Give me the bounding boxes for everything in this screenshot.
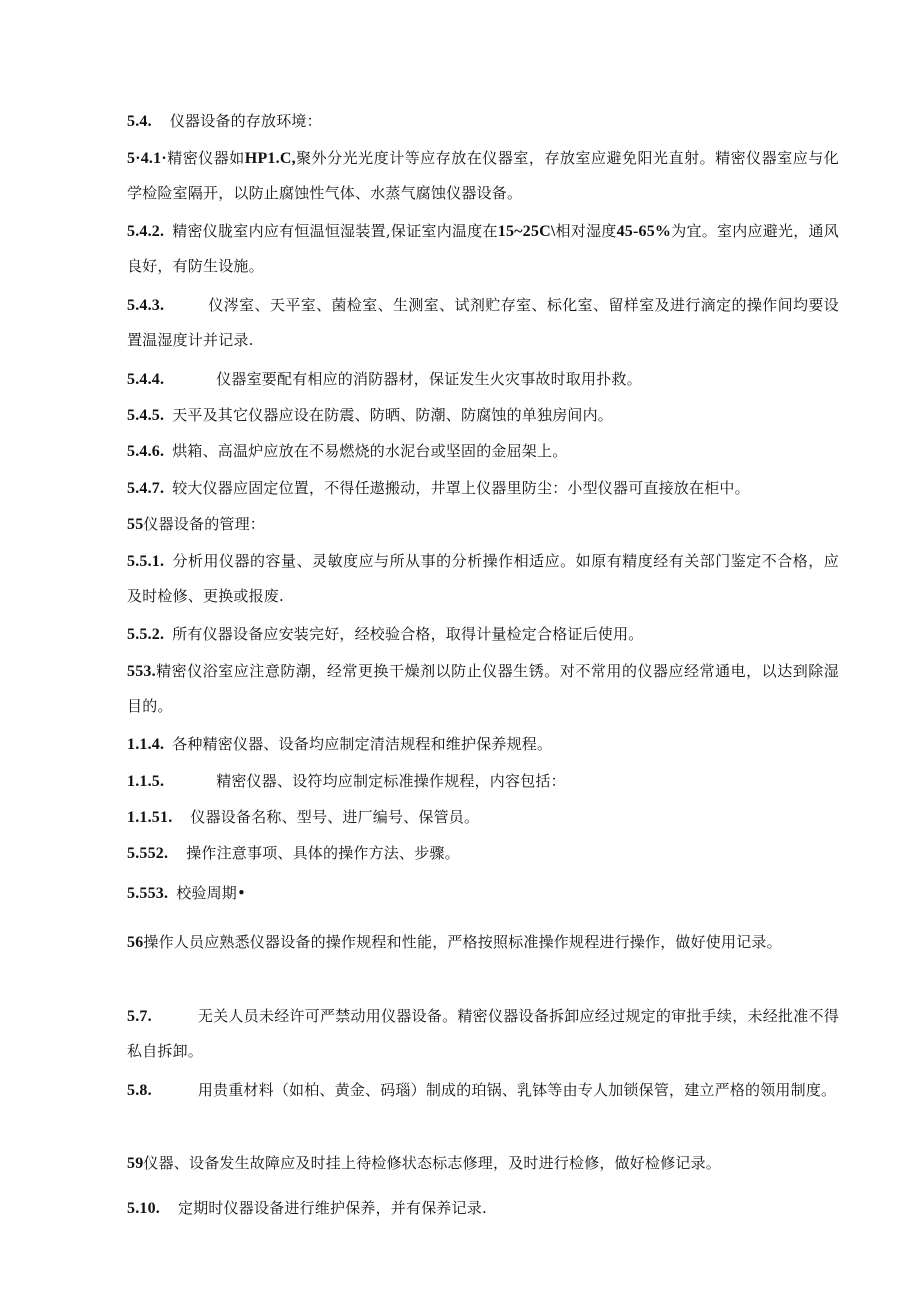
section-number: 1.1.4.: [127, 736, 165, 753]
section-number: 5.5.2.: [127, 626, 165, 643]
section-number: 55: [127, 516, 144, 533]
paragraph-5-5-5-3: [127, 876, 839, 911]
section-number: 5.10.: [127, 1200, 160, 1217]
section-number: 5.5.1.: [127, 553, 165, 570]
section-number: 56: [127, 934, 144, 951]
paragraph-text: 所有仪器设备应安装完好，经校验合格，取得计量检定合格证后使用。: [172, 625, 644, 643]
paragraph-text: 为宜。室内应避光，通风良好，有防生设施。: [127, 222, 840, 275]
section-number: 5.4.7.: [127, 480, 165, 497]
paragraph-text: 操作人员应熟悉仪器设备的操作规程和性能，严格按照标准操作规程进行操作，做好使用记录。: [143, 933, 782, 951]
paragraph-text: 仪器设备的存放环境：: [169, 112, 322, 130]
paragraph-5-7: [127, 999, 839, 1069]
paragraph-5-4-5: [127, 398, 839, 433]
paragraph-text: 操作注意事项、具体的操作方法、步骤。: [186, 844, 460, 862]
paragraph-text: 无关人员未经许可严禁动用仪器设备。精密仪器设备拆卸应经过规定的审批手续，未经批准不得私自拆卸。: [127, 1007, 839, 1060]
section-number: 5.7.: [127, 1008, 152, 1025]
paragraph-text: 各种精密仪器、设备均应制定清洁规程和维护保养规程。: [172, 735, 553, 753]
section-number: 5.8.: [127, 1082, 152, 1099]
section-number: 5.553.: [127, 885, 169, 902]
bold-term: HP1.C,: [244, 150, 296, 167]
paragraph-5-4-1: [127, 141, 839, 211]
paragraph-text: 精密仪器、设符均应制定标准操作规程，内容包括：: [216, 772, 566, 790]
paragraph-5-5-5-2: [127, 836, 839, 871]
paragraph-5-5-2: [127, 617, 839, 652]
bold-term: 45-65%: [616, 223, 672, 240]
paragraph-text: 天平及其它仪器应设在防震、防晒、防潮、防腐蚀的单独房间内。: [172, 406, 614, 424]
paragraph-text: 仪器、设备发生故障应及时挂上待检修状态标志修理，及时进行检修，做好检修记录。: [143, 1154, 722, 1172]
paragraph-5-4: [127, 104, 839, 139]
paragraph-5-9: [127, 1146, 839, 1181]
section-number: 5.4.6.: [127, 443, 165, 460]
paragraph-5-5-3: [127, 654, 839, 724]
paragraph-text: 精密仪胧室内应有恒温恒湿装置,保证室内温度在: [172, 222, 498, 240]
paragraph-text: 相对湿度: [555, 222, 617, 240]
paragraph-1-1-5: [127, 764, 839, 799]
bold-term: 15~25C\: [497, 223, 556, 240]
paragraph-1-1-5-1: [127, 800, 839, 835]
paragraph-text: 较大仪器应固定位置，不得任遨搬动，井罩上仪器里防尘：小型仪器可直接放在柜中。: [172, 479, 750, 497]
section-number: 5.4.5.: [127, 407, 165, 424]
paragraph-text: 分析用仪器的容量、灵敏度应与所从事的分析操作相适应。如原有精度经有关部门鉴定不合格，应及时检修、更换或报废.: [127, 552, 839, 605]
paragraph-text: 定期时仪器设备进行维护保养，并有保养记录.: [178, 1199, 487, 1217]
section-number: 5·4.1·: [127, 150, 167, 167]
paragraph-text: 烘箱、高温炉应放在不易燃烧的水泥台或坚固的金屈架上。: [172, 442, 568, 460]
paragraph-5-8: [127, 1073, 839, 1108]
section-number: 5.4.2.: [127, 223, 165, 240]
paragraph-5-4-7: [127, 471, 839, 506]
paragraph-text: 用贵重材料（如柏、黄金、码瑙）制成的珀锅、乳钵等由专人加锁保管，建立严格的领用制度。: [197, 1081, 837, 1099]
paragraph-text: 精密仪浴室应注意防潮，经常更换干燥剂以防止仪器生锈。对不常用的仪器应经常通电，以达到除湿目的。: [127, 662, 839, 715]
paragraph-5-4-3: [127, 288, 839, 358]
section-number: 1.1.51.: [127, 809, 173, 826]
paragraph-text: 仪器室要配有相应的消防器材，保证发生火灾事故时取用扑救。: [216, 370, 642, 388]
paragraph-text: 仪涔室、天平室、菌检室、生测室、试剂贮存室、标化室、留样室及进行滴定的操作间均要设置温湿度计并记录.: [127, 296, 839, 349]
paragraph-text: 聚外分光光度计等应存放在仪器室，存放室应避免阳光直射。精密仪器室应与化学检险室隔开，以防止腐蚀性气体、水蒸气腐蚀仪器设备。: [127, 149, 839, 202]
section-number: 553.: [127, 663, 156, 680]
paragraph-5-6: [127, 925, 839, 960]
section-number: 5.4.3.: [127, 297, 165, 314]
section-number: 5.4.4.: [127, 371, 165, 388]
paragraph-5-10: [127, 1191, 839, 1226]
paragraph-1-1-4: [127, 727, 839, 762]
paragraph-5-4-2: [127, 214, 839, 284]
section-number: 5.4.: [127, 113, 152, 130]
paragraph-5-4-4: [127, 362, 839, 397]
section-number: 59: [127, 1155, 144, 1172]
section-number: 5.552.: [127, 845, 169, 862]
paragraph-5-5-1: [127, 544, 839, 614]
section-number: 1.1.5.: [127, 773, 165, 790]
paragraph-5-4-6: [127, 434, 839, 469]
paragraph-text: 仪器设备的管理：: [143, 515, 266, 533]
paragraph-text: 精密仪器如: [166, 149, 245, 167]
paragraph-text: 仪器设备名称、型号、进厂编号、保管员。: [190, 808, 480, 826]
paragraph-5-5: [127, 507, 839, 542]
paragraph-text: 校验周期•: [176, 884, 247, 902]
